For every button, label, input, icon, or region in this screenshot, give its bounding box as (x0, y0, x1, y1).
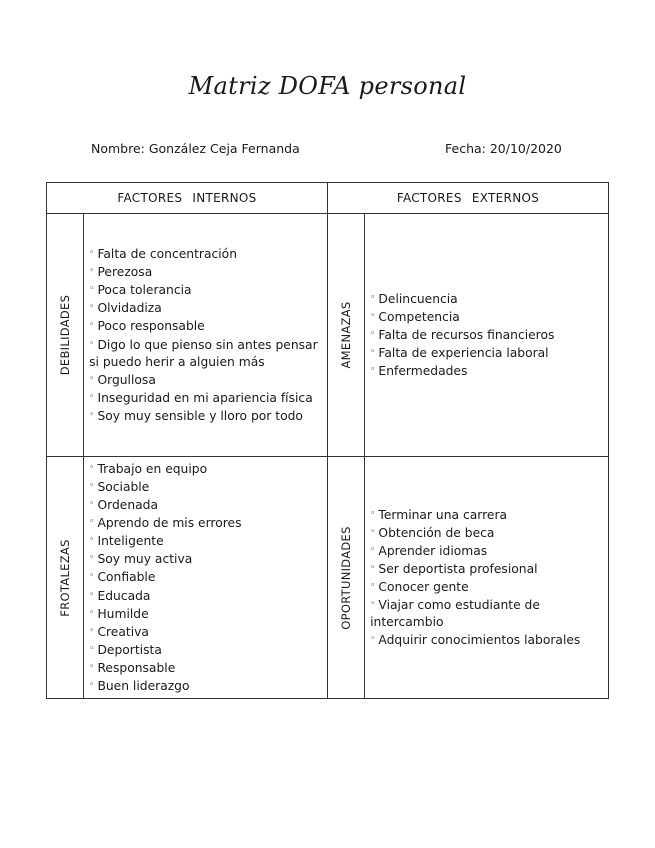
bullet-icon: ◦ (89, 338, 95, 349)
bullet-icon: ◦ (89, 535, 95, 546)
list-item (370, 560, 604, 578)
list-item-text: Soy muy sensible y lloro por todo (97, 408, 303, 423)
list-item (370, 326, 604, 344)
bullet-icon: ◦ (89, 462, 95, 473)
bullet-icon: ◦ (370, 292, 376, 303)
amenazas-cell (365, 214, 609, 457)
list-item (89, 281, 323, 299)
bullet-icon: ◦ (89, 661, 95, 672)
list-item-text: Deportista (97, 642, 162, 657)
list-item (89, 389, 323, 407)
list-item-text: Viajar como estudiante de intercambio (370, 598, 540, 630)
list-item-text: Falta de concentración (97, 247, 237, 262)
bullet-icon: ◦ (89, 517, 95, 528)
list-item (370, 308, 604, 326)
list-item-text: Soy muy activa (97, 552, 193, 567)
bottom-row (47, 457, 609, 699)
bullet-icon: ◦ (89, 553, 95, 564)
list-item-text: Competencia (378, 309, 460, 324)
list-item (370, 506, 604, 524)
oportunidades-cell (365, 457, 609, 699)
list-item (89, 605, 323, 623)
bullet-icon: ◦ (89, 499, 95, 510)
list-item-text: Orgullosa (97, 372, 156, 387)
fortalezas-label: FROTALEZAS (58, 538, 73, 617)
list-item (89, 336, 323, 371)
list-item-text: Confiable (97, 570, 156, 585)
oportunidades-label: OPORTUNIDADES (339, 525, 354, 630)
list-item-text: Trabajo en equipo (97, 461, 208, 476)
bullet-icon: ◦ (370, 599, 376, 610)
bullet-icon: ◦ (89, 571, 95, 582)
bullet-icon: ◦ (370, 581, 376, 591)
list-item (89, 263, 323, 281)
bullet-icon: ◦ (89, 373, 95, 384)
list-item (89, 641, 323, 659)
bullet-icon: ◦ (89, 302, 95, 313)
bullet-icon: ◦ (89, 589, 95, 600)
list-item-text: Adquirir conocimientos laborales (378, 633, 581, 648)
list-item-text: Inteligente (97, 534, 164, 549)
bullet-icon: ◦ (370, 526, 376, 537)
bullet-icon: ◦ (89, 480, 95, 491)
amenazas-label: AMENAZAS (339, 301, 354, 369)
list-item-text: Ordenada (97, 498, 158, 513)
list-item (89, 623, 323, 641)
list-item-text: Falta de recursos financieros (378, 327, 555, 342)
list-item-text: Educada (97, 588, 151, 603)
list-item-text: Conocer gente (378, 580, 469, 594)
bullet-icon: ◦ (370, 347, 376, 358)
bullet-icon: ◦ (89, 409, 95, 420)
list-item (89, 371, 323, 389)
list-item-text: Aprendo de mis errores (97, 516, 242, 531)
list-item (89, 568, 323, 586)
bullet-icon: ◦ (89, 391, 95, 402)
list-item (370, 596, 604, 631)
list-item (370, 631, 604, 649)
list-item (89, 478, 323, 496)
list-item-text: Buen liderazgo (97, 679, 190, 694)
bullet-icon: ◦ (89, 680, 95, 691)
list-item (89, 659, 323, 677)
internal-factors-header: FACTORES INTERNOS (47, 183, 328, 214)
bullet-icon: ◦ (370, 562, 376, 573)
list-item-text: Perezosa (97, 265, 153, 280)
list-item (89, 460, 323, 478)
list-item-text: Humilde (97, 606, 149, 621)
list-item (370, 578, 604, 596)
student-name: Nombre: González Ceja Fernanda (91, 141, 300, 156)
list-item-text: Aprender idiomas (378, 543, 488, 558)
list-item-text: Terminar una carrera (378, 507, 508, 522)
list-item (89, 245, 323, 263)
list-item-text: Olvidadiza (97, 301, 162, 316)
bullet-icon: ◦ (89, 284, 95, 295)
list-item-text: Delincuencia (378, 291, 458, 306)
fortalezas-list (84, 460, 327, 695)
list-item (89, 550, 323, 568)
oportunidades-list (365, 506, 608, 650)
bullet-icon: ◦ (370, 365, 376, 376)
list-item-text: Sociable (97, 479, 150, 494)
amenazas-list (365, 290, 608, 380)
list-item (370, 344, 604, 362)
list-item (89, 514, 323, 532)
list-item-text: Ser deportista profesional (378, 561, 538, 576)
bullet-icon: ◦ (89, 625, 95, 636)
list-item (370, 542, 604, 560)
bullet-icon: ◦ (89, 266, 95, 277)
list-item-text: Poca tolerancia (97, 283, 192, 298)
list-item (89, 317, 323, 335)
bullet-icon: ◦ (89, 607, 95, 618)
external-factors-header: FACTORES EXTERNOS (327, 183, 608, 214)
list-item-text: Poco responsable (97, 319, 205, 334)
fortalezas-cell (84, 457, 328, 699)
list-item-text: Obtención de beca (378, 525, 495, 540)
list-item-text: Falta de experiencia laboral (378, 346, 549, 361)
fortalezas-label-cell (47, 457, 84, 699)
list-item (89, 532, 323, 550)
list-item (89, 407, 323, 425)
list-item (370, 362, 604, 380)
dofa-matrix (46, 182, 609, 699)
list-item (89, 587, 323, 605)
document-title: Matriz DOFA personal (188, 72, 467, 100)
oportunidades-label-cell (327, 457, 364, 699)
debilidades-cell (84, 214, 328, 457)
bullet-icon: ◦ (370, 634, 376, 645)
bullet-icon: ◦ (370, 544, 376, 555)
list-item (370, 290, 604, 308)
debilidades-list (84, 245, 327, 425)
bullet-icon: ◦ (370, 328, 376, 339)
bullet-icon: ◦ (89, 320, 95, 331)
bullet-icon: ◦ (370, 310, 376, 321)
bullet-icon: ◦ (89, 643, 95, 654)
debilidades-label-cell (47, 214, 84, 457)
document-date: Fecha: 20/10/2020 (445, 141, 562, 156)
list-item-text: Creativa (97, 624, 149, 639)
list-item (370, 524, 604, 542)
bullet-icon: ◦ (370, 508, 376, 519)
header-row (47, 183, 609, 214)
list-item (89, 299, 323, 317)
list-item-text: Enfermedades (378, 364, 468, 379)
list-item-text: Inseguridad en mi apariencia física (97, 390, 313, 405)
debilidades-label: DEBILIDADES (58, 294, 73, 376)
bullet-icon: ◦ (89, 248, 95, 259)
top-row (47, 214, 609, 457)
list-item-text: Digo lo que pienso sin antes pensar si puedo herir a alguien más (89, 337, 318, 369)
list-item (89, 677, 323, 695)
list-item-text: Responsable (97, 660, 176, 675)
amenazas-label-cell (327, 214, 364, 457)
list-item (89, 496, 323, 514)
